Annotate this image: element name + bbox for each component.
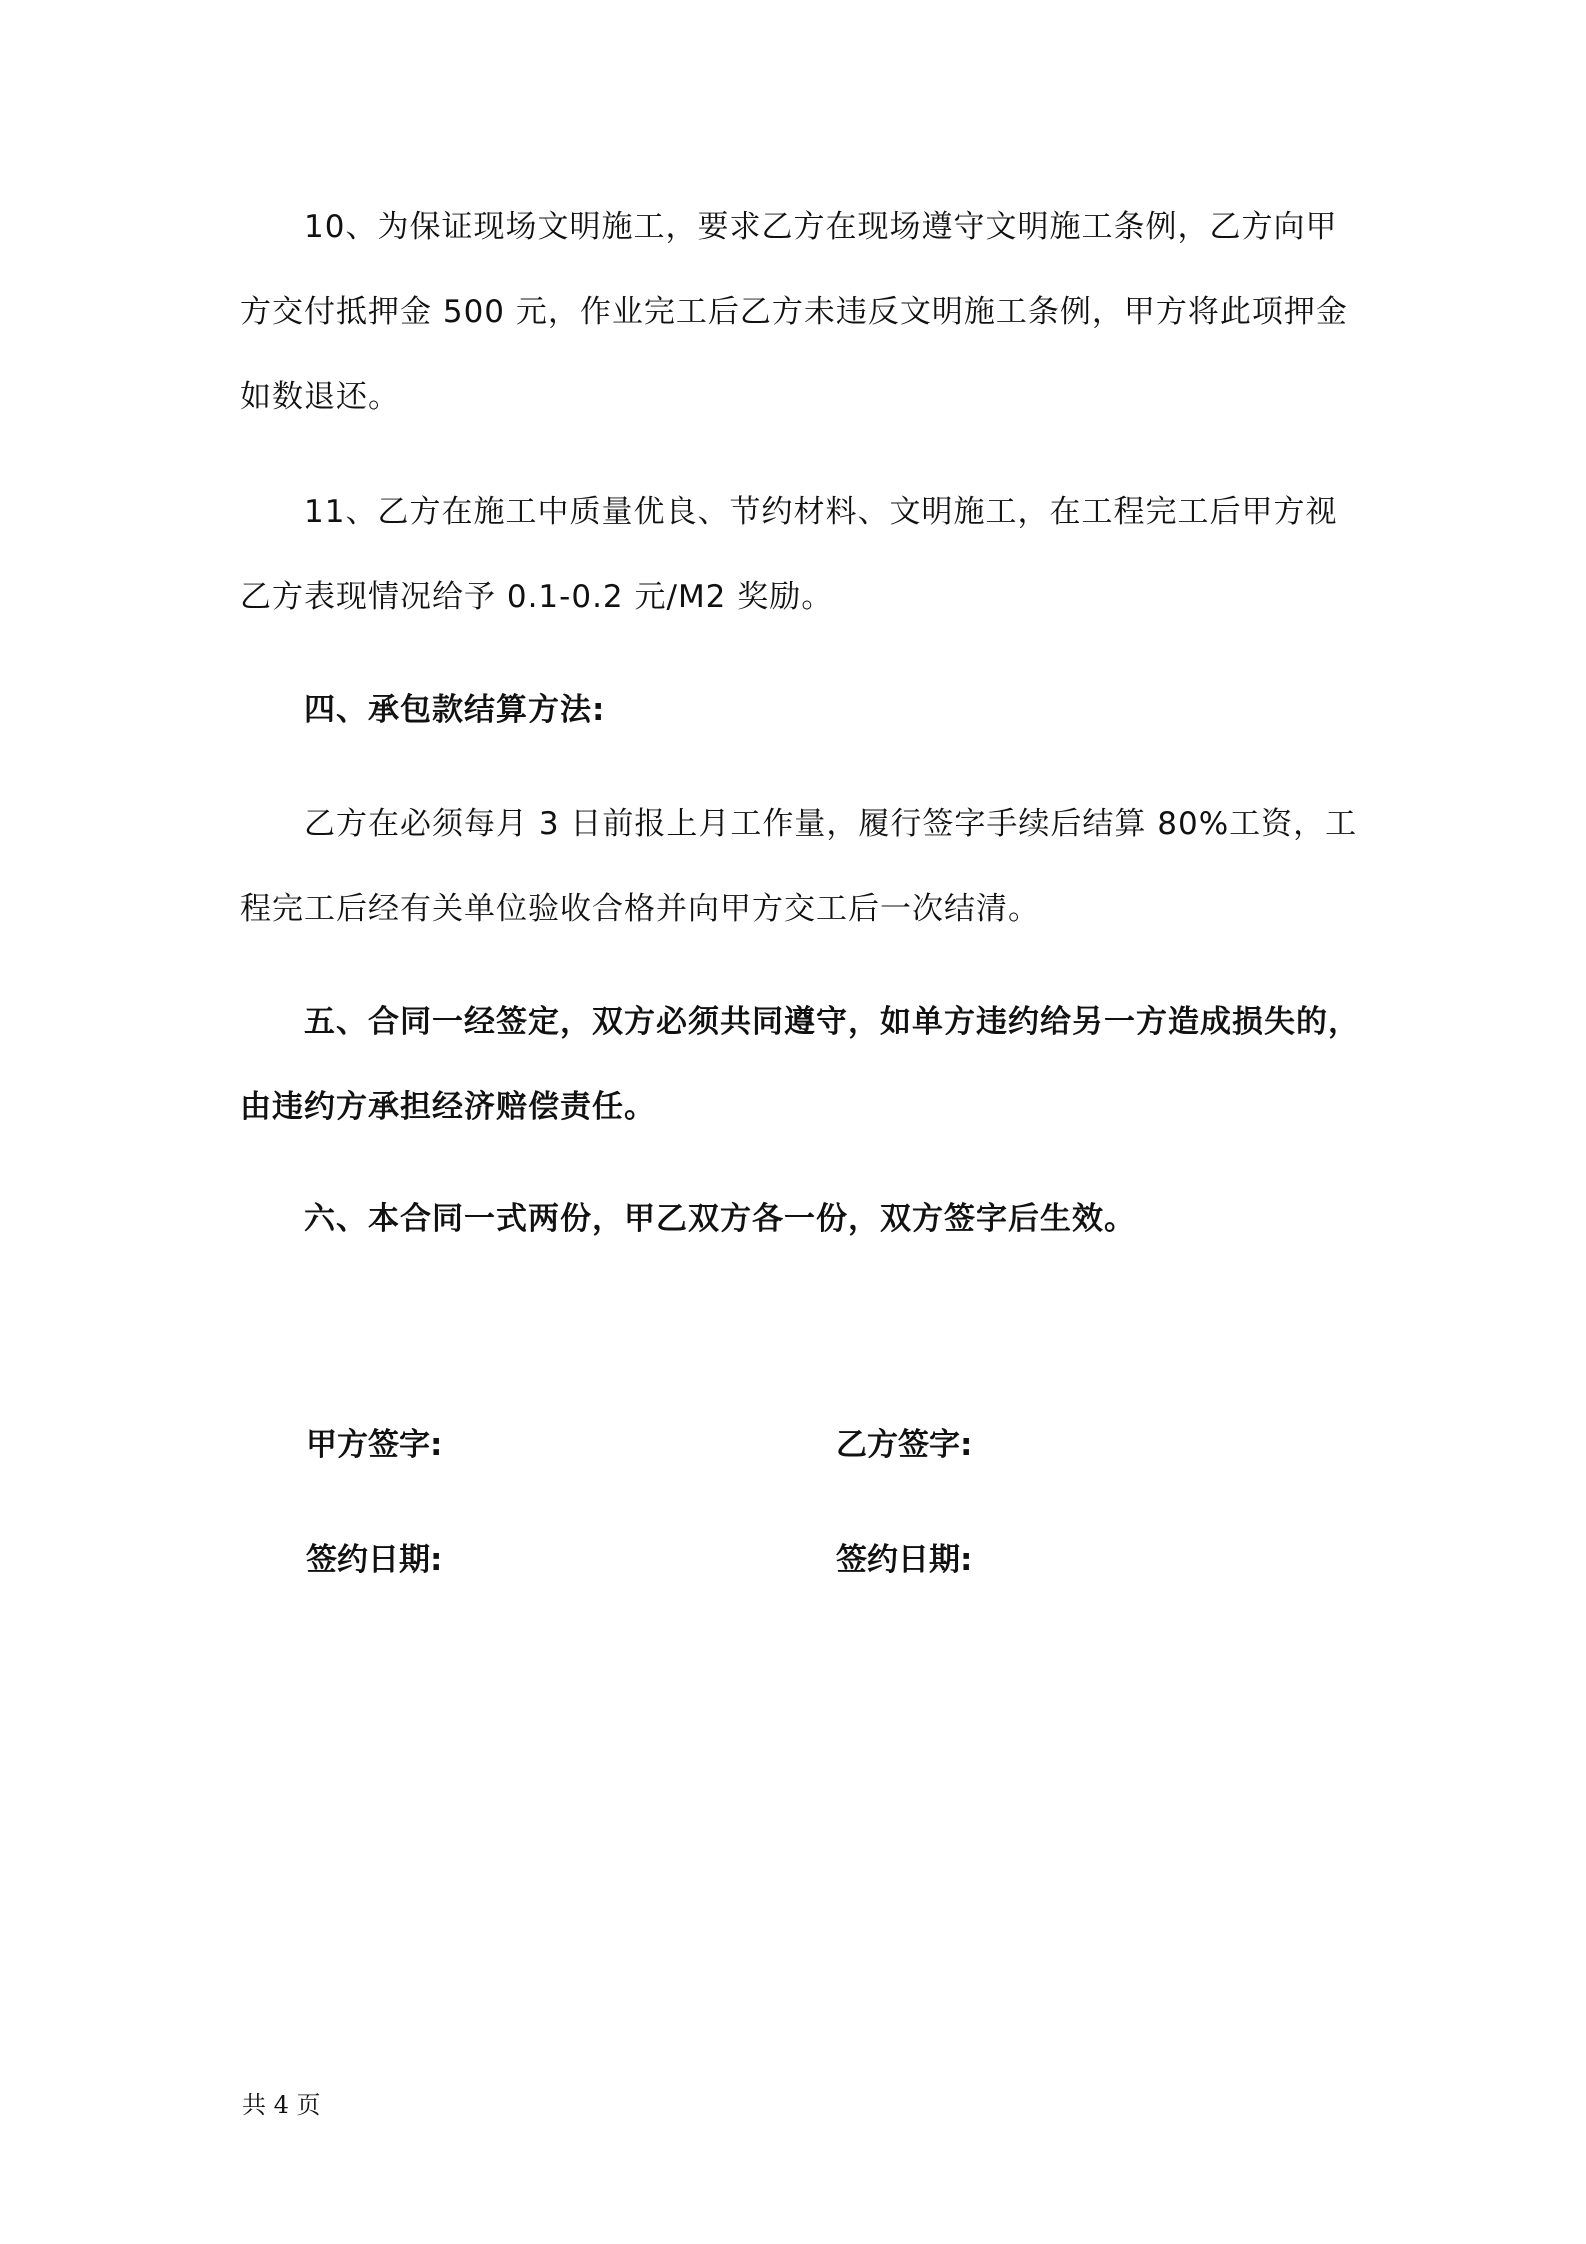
section-heading-breach: 五、合同一经签定，双方必须共同遵守，如单方违约给另一方造成损失的，由违约方承担经济赔偿责任。: [240, 1004, 1360, 1125]
paragraph-item-11: 11、乙方在施工中质量优良、节约材料、文明施工，在工程完工后甲方视乙方表现情况给予 0.1-0.2 元/M2 奖励。: [240, 494, 1338, 615]
section-heading-copies: 六、本合同一式两份，甲乙双方各一份，双方签字后生效。: [304, 1201, 1136, 1237]
party-a-signature-label: 甲方签字:: [306, 1427, 443, 1463]
party-b-signature-label: 乙方签字:: [836, 1427, 973, 1463]
paragraph-settlement: 乙方在必须每月 3 日前报上月工作量，履行签字手续后结算 80%工资，工程完工后经有关单位验收合格并向甲方交工后一次结清。: [240, 806, 1358, 927]
section-heading-settlement: 四、承包款结算方法:: [304, 692, 606, 728]
paragraph-item-10: 10、为保证现场文明施工，要求乙方在现场遵守文明施工条例，乙方向甲方交付抵押金 500 元，作业完工后乙方未违反文明施工条例，甲方将此项押金如数退还。: [240, 209, 1348, 415]
page-count-footer: 共 4 页: [242, 2091, 321, 2119]
party-a-date-label: 签约日期:: [306, 1542, 443, 1578]
party-b-date-label: 签约日期:: [836, 1542, 973, 1578]
